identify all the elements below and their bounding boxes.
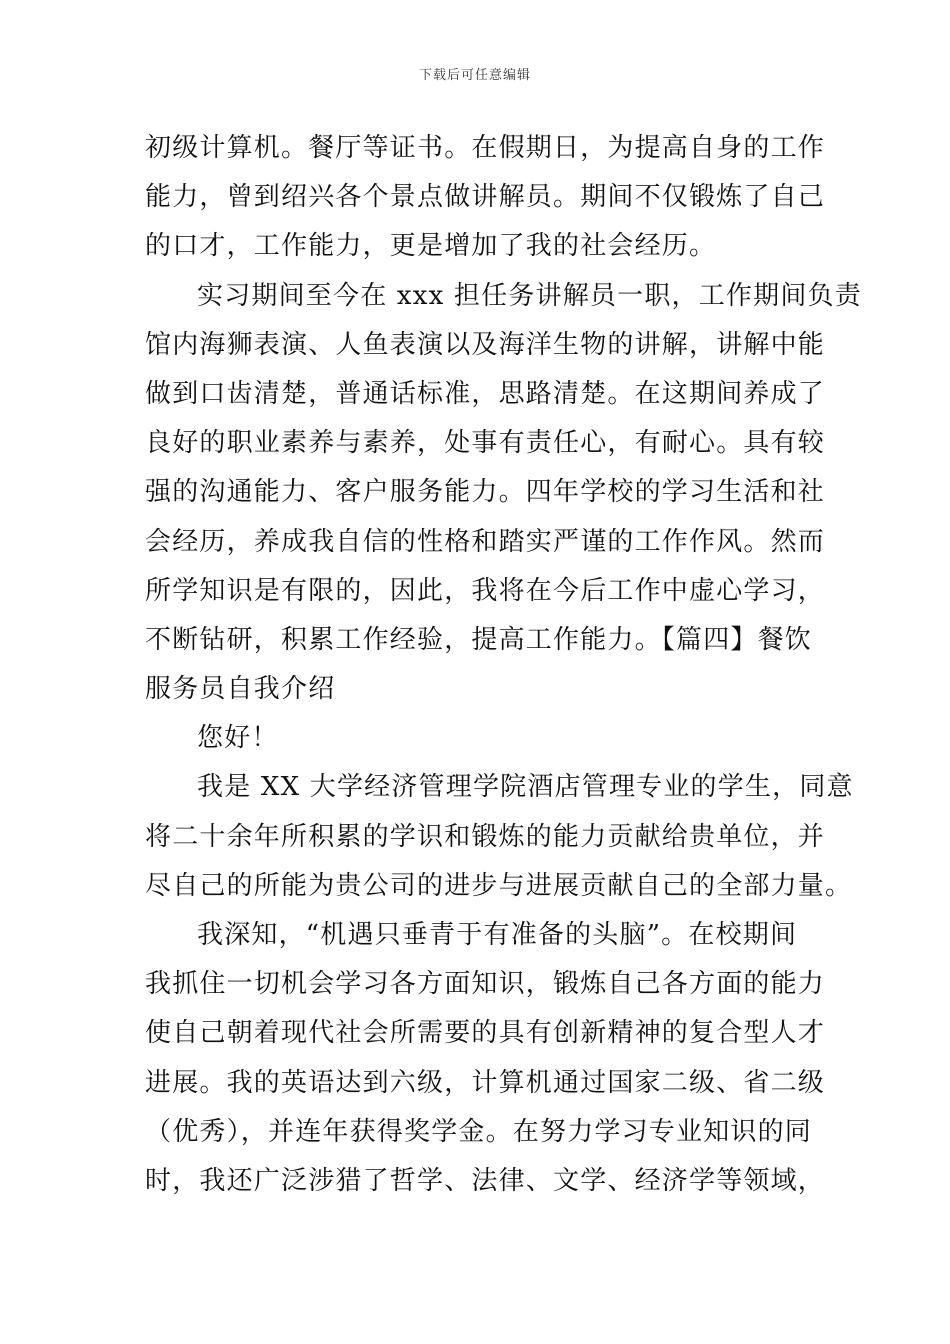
text-line: 不断钻研，积累工作经验，提高工作能力。【篇四】餐饮 [145,624,813,655]
text-line: 良好的职业素养与素养，处事有责任心，有耐心。具有较 [145,428,826,459]
text-line: 初级计算机。餐厅等证书。在假期日，为提高自身的工作 [145,133,826,163]
text-line: 时，我还广泛涉猎了哲学、法律、文学、经济学等领域， [145,1165,826,1196]
text-line: 服务员自我介绍 [145,674,336,705]
text-line: 的口才，工作能力，更是增加了我的社会经历。 [145,231,717,262]
text-line: 您好！ [197,723,279,754]
text-line: 能力，曾到绍兴各个景点做讲解员。期间不仅锻炼了自己 [145,182,826,213]
page-header: 下载后可任意编辑 [418,68,531,83]
document-body [145,124,862,1206]
text-line: 实习期间至今在 xxx 担任务讲解员一职，工作期间负责 [197,280,862,311]
text-line: 所学知识是有限的，因此，我将在今后工作中虚心学习， [145,575,826,606]
text-line: 做到口齿清楚，普通话标准，思路清楚。在这期间养成了 [145,378,826,409]
text-line: 馆内海狮表演、人鱼表演以及海洋生物的讲解，讲解中能 [145,329,826,360]
text-line: 我深知，“机遇只垂青于有准备的头脑”。在校期间 [197,920,798,950]
text-line: 尽自己的所能为贵公司的进步与进展贡献自己的全部力量。 [145,870,853,901]
text-line: 我抓住一切机会学习各方面知识，锻炼自己各方面的能力 [145,969,826,1000]
text-line: 会经历，养成我自信的性格和踏实严谨的工作作风。然而 [145,526,826,557]
text-line: 使自己朝着现代社会所需要的具有创新精神的复合型人才 [145,1018,826,1049]
text-line: 强的沟通能力、客户服务能力。四年学校的学习生活和社 [145,477,826,508]
text-line: 进展。我的英语达到六级，计算机通过国家二级、省二级 [145,1067,826,1098]
text-line: 将二十余年所积累的学识和锻炼的能力贡献给贵单位，并 [145,821,826,852]
text-line: （优秀），并连年获得奖学金。在努力学习专业知识的同 [145,1116,813,1147]
text-line: 我是 XX 大学经济管理学院酒店管理专业的学生，同意 [197,772,854,803]
